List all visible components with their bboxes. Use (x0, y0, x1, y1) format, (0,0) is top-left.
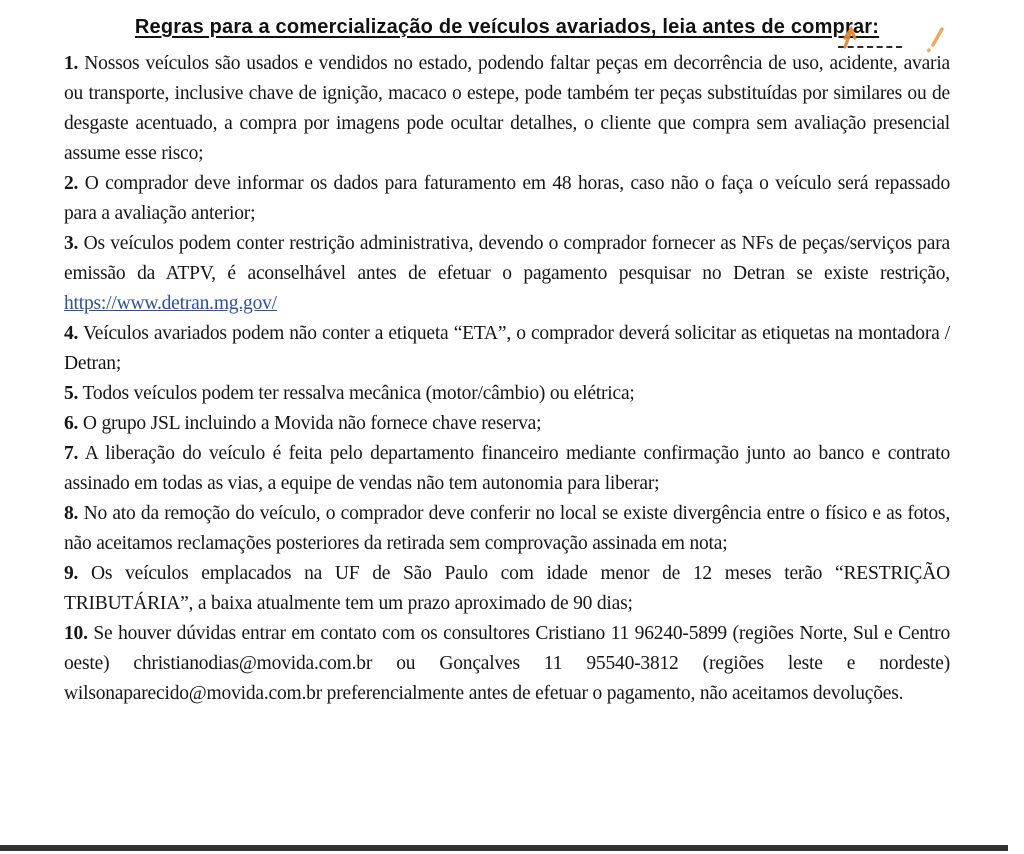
rule-item-2 (64, 169, 950, 229)
rule-number: 4. (64, 323, 79, 344)
detran-link[interactable]: https://www.detran.mg.gov/ (64, 293, 277, 314)
rule-number: 2. (64, 173, 79, 194)
rule-number: 6. (64, 413, 79, 434)
rule-text: Os veículos emplacados na UF de São Paulo com idade menor de 12 meses terão “RESTRIÇÃO TRIBUTÁRIA”, a baixa atualmente tem um prazo aproximado de 90 dias; (64, 563, 950, 614)
rule-text: A liberação do veículo é feita pelo departamento financeiro mediante confirmação junto ao banco e contrato assinado em todas as vias, a equipe de vendas não tem autonomia para liberar; (64, 443, 950, 494)
rule-text: Nossos veículos são usados e vendidos no estado, podendo faltar peças em decorrência de uso, acidente, avaria ou transporte, inclusive chave de ignição, macaco o estepe, pode também ter peças substituídas por similares ou de desgaste acentuado, a compra por imagens pode ocultar detalhes, o cliente que compra sem avaliação presencial assume esse risco; (64, 53, 950, 164)
rule-text: Se houver dúvidas entrar em contato com os consultores Cristiano 11 96240-5899 (regiões Norte, Sul e Centro oeste) christianodias@movida.com.br ou Gonçalves 11 95540-3812 (regiões leste e nordeste) wilsonaparecido@movida.com.br preferencialmente antes de efetuar o pagamento, não aceitamos devoluções. (64, 623, 950, 704)
rule-item-10 (64, 619, 950, 709)
rule-text: Todos veículos podem ter ressalva mecânica (motor/câmbio) ou elétrica; (78, 383, 635, 404)
rule-number: 8. (64, 503, 79, 524)
rule-number: 5. (64, 383, 79, 404)
rule-item-1 (64, 49, 950, 169)
rule-item-8 (64, 499, 950, 559)
page-title: Regras para a comercialização de veículos avariados, leia antes de comprar: (134, 16, 880, 38)
rule-number: 9. (64, 563, 79, 584)
rule-text: Os veículos podem conter restrição administrativa, devendo o comprador fornecer as NFs de peças/serviços para emissão da ATPV, é aconselhável antes de efetuar o pagamento pesquisar no Detran se existe restrição, (64, 233, 950, 284)
document-content (64, 12, 950, 709)
rule-text: Veículos avariados podem não conter a etiqueta “ETA”, o comprador deverá solicitar as etiquetas na montadora / Detran; (64, 323, 950, 374)
rule-item-3 (64, 229, 950, 319)
title-dashed-underline (838, 46, 902, 48)
rule-item-7 (64, 439, 950, 499)
rule-text: No ato da remoção do veículo, o comprador deve conferir no local se existe divergência entre o físico e as fotos, não aceitamos reclamações posteriores da retirada sem comprovação assinada em nota; (64, 503, 950, 554)
rule-number: 10. (64, 623, 88, 644)
rule-number: 3. (64, 233, 79, 254)
rule-item-5 (64, 379, 950, 409)
bottom-bar (0, 845, 1008, 851)
rule-text: O grupo JSL incluindo a Movida não fornece chave reserva; (78, 413, 542, 434)
rule-number: 1. (64, 53, 79, 74)
rule-item-9 (64, 559, 950, 619)
rule-item-4 (64, 319, 950, 379)
rule-text: O comprador deve informar os dados para faturamento em 48 horas, caso não o faça o veículo será repassado para a avaliação anterior; (64, 173, 950, 224)
rule-item-6 (64, 409, 950, 439)
rule-number: 7. (64, 443, 79, 464)
